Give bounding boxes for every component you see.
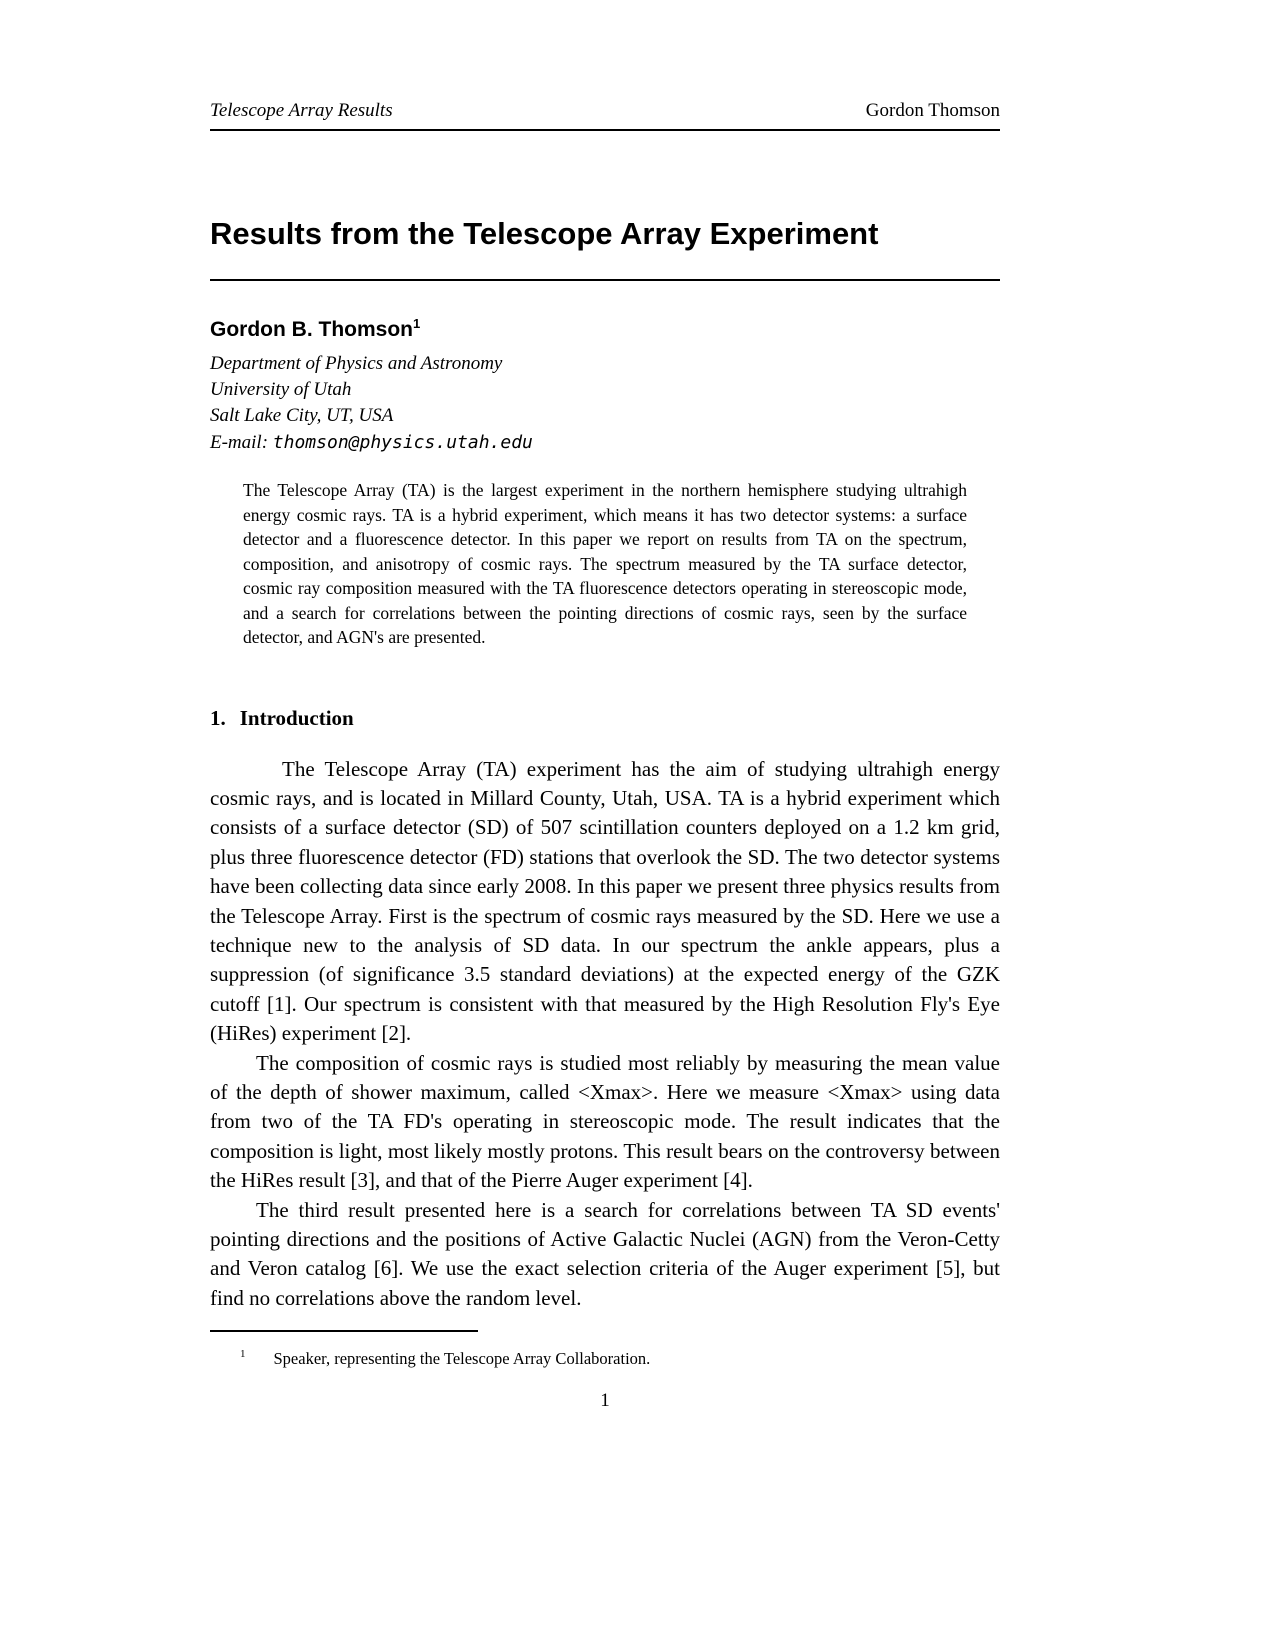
email-address: thomson@physics.utah.edu: [272, 432, 533, 453]
email-line: [210, 429, 1000, 456]
author-name-text: Gordon B. Thomson: [210, 318, 413, 341]
footnote-rule: [210, 1330, 478, 1332]
affiliation-city: Salt Lake City, UT, USA: [210, 405, 394, 426]
paragraph: The Telescope Array (TA) experiment has the aim of studying ultrahigh energy cosmic rays, and is located in Millard County, Utah, USA. TA is a hybrid experiment which consists of a surface detector (SD) of 507 scintillation counters deployed on a 1.2 km grid, plus three fluorescence detector (FD) stations that overlook the SD. The two detector systems have been collecting data since early 2008. In this paper we present three physics results from the Telescope Array. First is the spectrum of cosmic rays measured by the SD. Here we use a technique new to the analysis of SD data. In our spectrum the ankle appears, plus a suppression (of significance 3.5 standard deviations) at the expected energy of the GZK cutoff [1]. Our spectrum is consistent with that measured by the High Resolution Fly's Eye (HiRes) experiment [2].: [210, 756, 1000, 1046]
running-header-title: Telescope Array Results: [210, 100, 393, 121]
section-number: 1.: [210, 705, 226, 730]
email-label: E-mail:: [210, 432, 273, 453]
author-block: [210, 311, 1000, 456]
author-name: [210, 311, 1000, 343]
footnote-line: [210, 1344, 1000, 1369]
abstract: The Telescope Array (TA) is the largest experiment in the northern hemisphere studying ultrahigh energy cosmic rays. TA is a hybrid experiment, which means it has two detector systems: a surface detector and a fluorescence detector. In this paper we report on results from TA on the spectrum, composition, and anisotropy of cosmic rays. The spectrum measured by the TA surface detector, cosmic ray composition measured with the TA fluorescence detectors operating in stereoscopic mode, and a search for correlations between the pointing directions of cosmic rays, seen by the surface detector, and AGN's are presented.: [243, 480, 967, 647]
footnote-marker: 1: [240, 1348, 246, 1360]
page-number: 1: [600, 1390, 610, 1411]
paper-title: Results from the Telescope Array Experiment: [210, 215, 1000, 281]
author-footnote-marker: 1: [412, 316, 421, 331]
affiliation-department: Department of Physics and Astronomy: [210, 353, 503, 374]
paragraph: The third result presented here is a search for correlations between TA SD events' pointing directions and the positions of Active Galactic Nuclei (AGN) from the Veron-Cetty and Veron catalog [6]. We use the exact selection criteria of the Auger experiment [5], but find no correlations above the random level.: [210, 1197, 1000, 1310]
running-header-author: Gordon Thomson: [865, 100, 1000, 121]
paragraph: The composition of cosmic rays is studied most reliably by measuring the mean value of the depth of shower maximum, called <Xmax>. Here we measure <Xmax> using data from two of the TA FD's operating in stereoscopic mode. The result indicates that the composition is light, most likely mostly protons. This result bears on the controversy between the HiRes result [3], and that of the Pierre Auger experiment [4].: [210, 1050, 1000, 1193]
affiliation-university: University of Utah: [210, 379, 352, 400]
footnote: [210, 1330, 1000, 1369]
section-heading-introduction: [210, 706, 1000, 731]
running-header: [210, 100, 1000, 131]
footnote-text: Speaker, representing the Telescope Array Collaboration.: [273, 1348, 651, 1368]
section-label: Introduction: [239, 705, 354, 730]
